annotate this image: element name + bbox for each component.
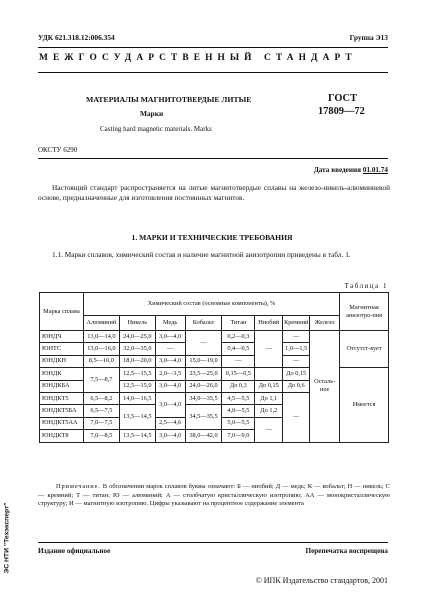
- cell-ni: 13,5—14,5: [119, 405, 155, 430]
- title-rule: [38, 158, 388, 159]
- cell-co: 38,0—42,0: [185, 430, 222, 442]
- cell-al: 13,0—14,0: [83, 331, 119, 343]
- intro-date: [314, 166, 388, 174]
- cell-si: До 0,15: [283, 368, 310, 380]
- col-header-nb: Ниобий: [255, 316, 283, 331]
- cell-ni: 13,5—14,5: [119, 430, 155, 442]
- section1-paragraph: 1.1. Марки сплавов, химический состав и наличие магнитной анизотропии приведены в табл. 1.: [52, 250, 351, 259]
- alloy-table: [39, 292, 389, 443]
- col-header-al: Алюминий: [83, 316, 119, 331]
- col-header-co: Кобальт: [185, 316, 222, 331]
- okstu-code: ОКСТУ 6290: [38, 146, 78, 154]
- cell-mark: ЮНДК: [40, 368, 84, 380]
- official-edition: Издание официальное: [38, 547, 111, 555]
- cell-cu: 3,0—4,0: [155, 430, 185, 442]
- cell-al: 7,0—8,5: [83, 430, 119, 442]
- cell-co: 24,0—26,0: [185, 380, 222, 392]
- cell-nb: [255, 368, 283, 380]
- cell-cu: 3,0—4,0: [155, 392, 185, 417]
- cell-si: До 0,6: [283, 380, 310, 392]
- header-rule: [38, 47, 388, 48]
- gost-label: ГОСТ: [328, 93, 357, 104]
- cell-aniso-absent: Отсутст-вует: [340, 331, 389, 368]
- cell-cu: 3,0—4,0: [155, 380, 185, 392]
- cell-co: 34,0—35,5: [185, 392, 222, 404]
- cell-mark: ЮНДЧ: [40, 331, 84, 343]
- cell-al: 7,5—8,7: [83, 368, 119, 393]
- reprint-forbidden: Перепечатка воспрещена: [305, 547, 388, 555]
- intro-date-label: Дата введения: [313, 166, 362, 174]
- title-subtitle: Марки: [140, 109, 164, 118]
- cell-co: —: [185, 331, 222, 356]
- footer-rule: [38, 542, 388, 543]
- cell-mark: ЮНДКТ8: [40, 430, 84, 442]
- intro-paragraph: Настоящий стандарт распространяется на литые магнитотвердые сплавы на железо-никель-алюминиевой основе, предназначенные для изготовления постоянных магнитов.: [38, 183, 390, 202]
- col-header-ni: Никель: [119, 316, 155, 331]
- cell-ti: 0,4—0,5: [222, 343, 255, 355]
- section1-title: 1. МАРКИ И ТЕХНИЧЕСКИЕ ТРЕБОВАНИЯ: [131, 233, 293, 242]
- cell-cu: —: [155, 343, 185, 355]
- cell-mark: ЮНДКН: [40, 355, 84, 367]
- col-header-ti: Титан: [222, 316, 255, 331]
- cell-ti: 0,2—0,3: [222, 331, 255, 343]
- cell-nb: До 1,2: [255, 405, 283, 417]
- cell-ni: 12,5—15,0: [119, 380, 155, 392]
- col-header-chem: Химический состав (основные компоненты), %: [83, 293, 339, 316]
- cell-ti: —: [222, 355, 255, 367]
- interstate-heading: МЕЖГОСУДАРСТВЕННЫЙ СТАНДАРТ: [39, 53, 357, 63]
- title-ru: МАТЕРИАЛЫ МАГНИТОТВЕРДЫЕ ЛИТЫЕ: [86, 95, 252, 104]
- cell-ni: 14,0—16,5: [119, 392, 155, 404]
- cell-al: 6,5—7,5: [83, 405, 119, 417]
- col-header-mark: Марка сплава: [40, 293, 84, 331]
- cell-co: 34,5—35,5: [185, 405, 222, 430]
- cell-ti: До 0,3: [222, 380, 255, 392]
- side-watermark: [0, 488, 14, 588]
- table-note: [38, 483, 390, 509]
- cell-si: 1,0—1,5: [283, 343, 310, 355]
- cell-mark: ЮНДКТ5БА: [40, 405, 84, 417]
- cell-si: —: [283, 331, 310, 343]
- gost-number: 17809—72: [318, 106, 365, 117]
- cell-nb: —: [255, 417, 283, 442]
- cell-si: —: [283, 392, 310, 442]
- heading-rule: [38, 72, 388, 73]
- cell-si: —: [283, 355, 310, 367]
- cell-nb: До 0,15: [255, 380, 283, 392]
- cell-nb: До 1,1: [255, 392, 283, 404]
- col-header-si: Кремний: [283, 316, 310, 331]
- note-text: В обозначении марок сплавов буквы означают: Б — ниобий; Д — медь; К — кобальт; Н — никель; С — кремний; Т — титан; Ю — алюминий; А — столбчатую кристаллическую изотропию; АА — монокристаллическую структуру; И — магнитную изотропию. Цифры указывают на процентное содержание элемента: [38, 483, 390, 508]
- cell-al: 6,5—8,2: [83, 392, 119, 404]
- cell-ni: 18,0—20,0: [119, 355, 155, 367]
- cell-mark: ЮНДКТ5: [40, 392, 84, 404]
- table-row: [40, 331, 389, 343]
- note-label: Примечание.: [56, 483, 101, 490]
- table-label: Таблица 1: [344, 282, 388, 290]
- copyright: © ИПК Издательство стандартов, 2001: [255, 576, 388, 585]
- col-header-fe: Железо: [310, 316, 340, 331]
- group-code: Группа Э13: [349, 33, 388, 42]
- cell-cu: 2,0—3,5: [155, 368, 185, 380]
- cell-ni: 32,0—35,0: [119, 343, 155, 355]
- cell-mark: ЮНДКБА: [40, 380, 84, 392]
- cell-co: 15,0—19,0: [185, 355, 222, 367]
- cell-nb: —: [255, 331, 283, 368]
- cell-ni: 12,5—15,5: [119, 368, 155, 380]
- cell-cu: 3,0—4,0: [155, 355, 185, 367]
- udk-code: УДК 621.318.12:006.354: [38, 33, 115, 42]
- cell-ti: 4,5—5,5: [222, 392, 255, 404]
- cell-cu: 2,5—4,6: [155, 417, 185, 429]
- cell-aniso-present: Имеется: [340, 368, 389, 442]
- cell-ti: 5,0—5,5: [222, 417, 255, 429]
- side-watermark-text: ЭС НТИ "Техэксперт": [3, 502, 11, 574]
- cell-al: 8,5—10,0: [83, 355, 119, 367]
- cell-co: 23,5—25,0: [185, 368, 222, 380]
- title-en: Casting hard magnetic materials. Marks: [100, 125, 212, 133]
- cell-ti: 4,0—5,5: [222, 405, 255, 417]
- cell-cu: 3,0—4,0: [155, 331, 185, 343]
- cell-mark: ЮНТС: [40, 343, 84, 355]
- cell-mark: ЮНДКТ5АА: [40, 417, 84, 429]
- cell-ti: 0,15—0,5: [222, 368, 255, 380]
- cell-ti: 7,0—9,0: [222, 430, 255, 442]
- col-header-cu: Медь: [155, 316, 185, 331]
- intro-date-value: 01.01.74: [362, 166, 388, 174]
- cell-fe: Осталь-ное: [310, 331, 340, 443]
- cell-ni: 24,0—25,0: [119, 331, 155, 343]
- col-header-aniso: Магнитная анизотро-пия: [340, 293, 389, 331]
- cell-al: 7,0—7,5: [83, 417, 119, 429]
- cell-al: 13,0—16,0: [83, 343, 119, 355]
